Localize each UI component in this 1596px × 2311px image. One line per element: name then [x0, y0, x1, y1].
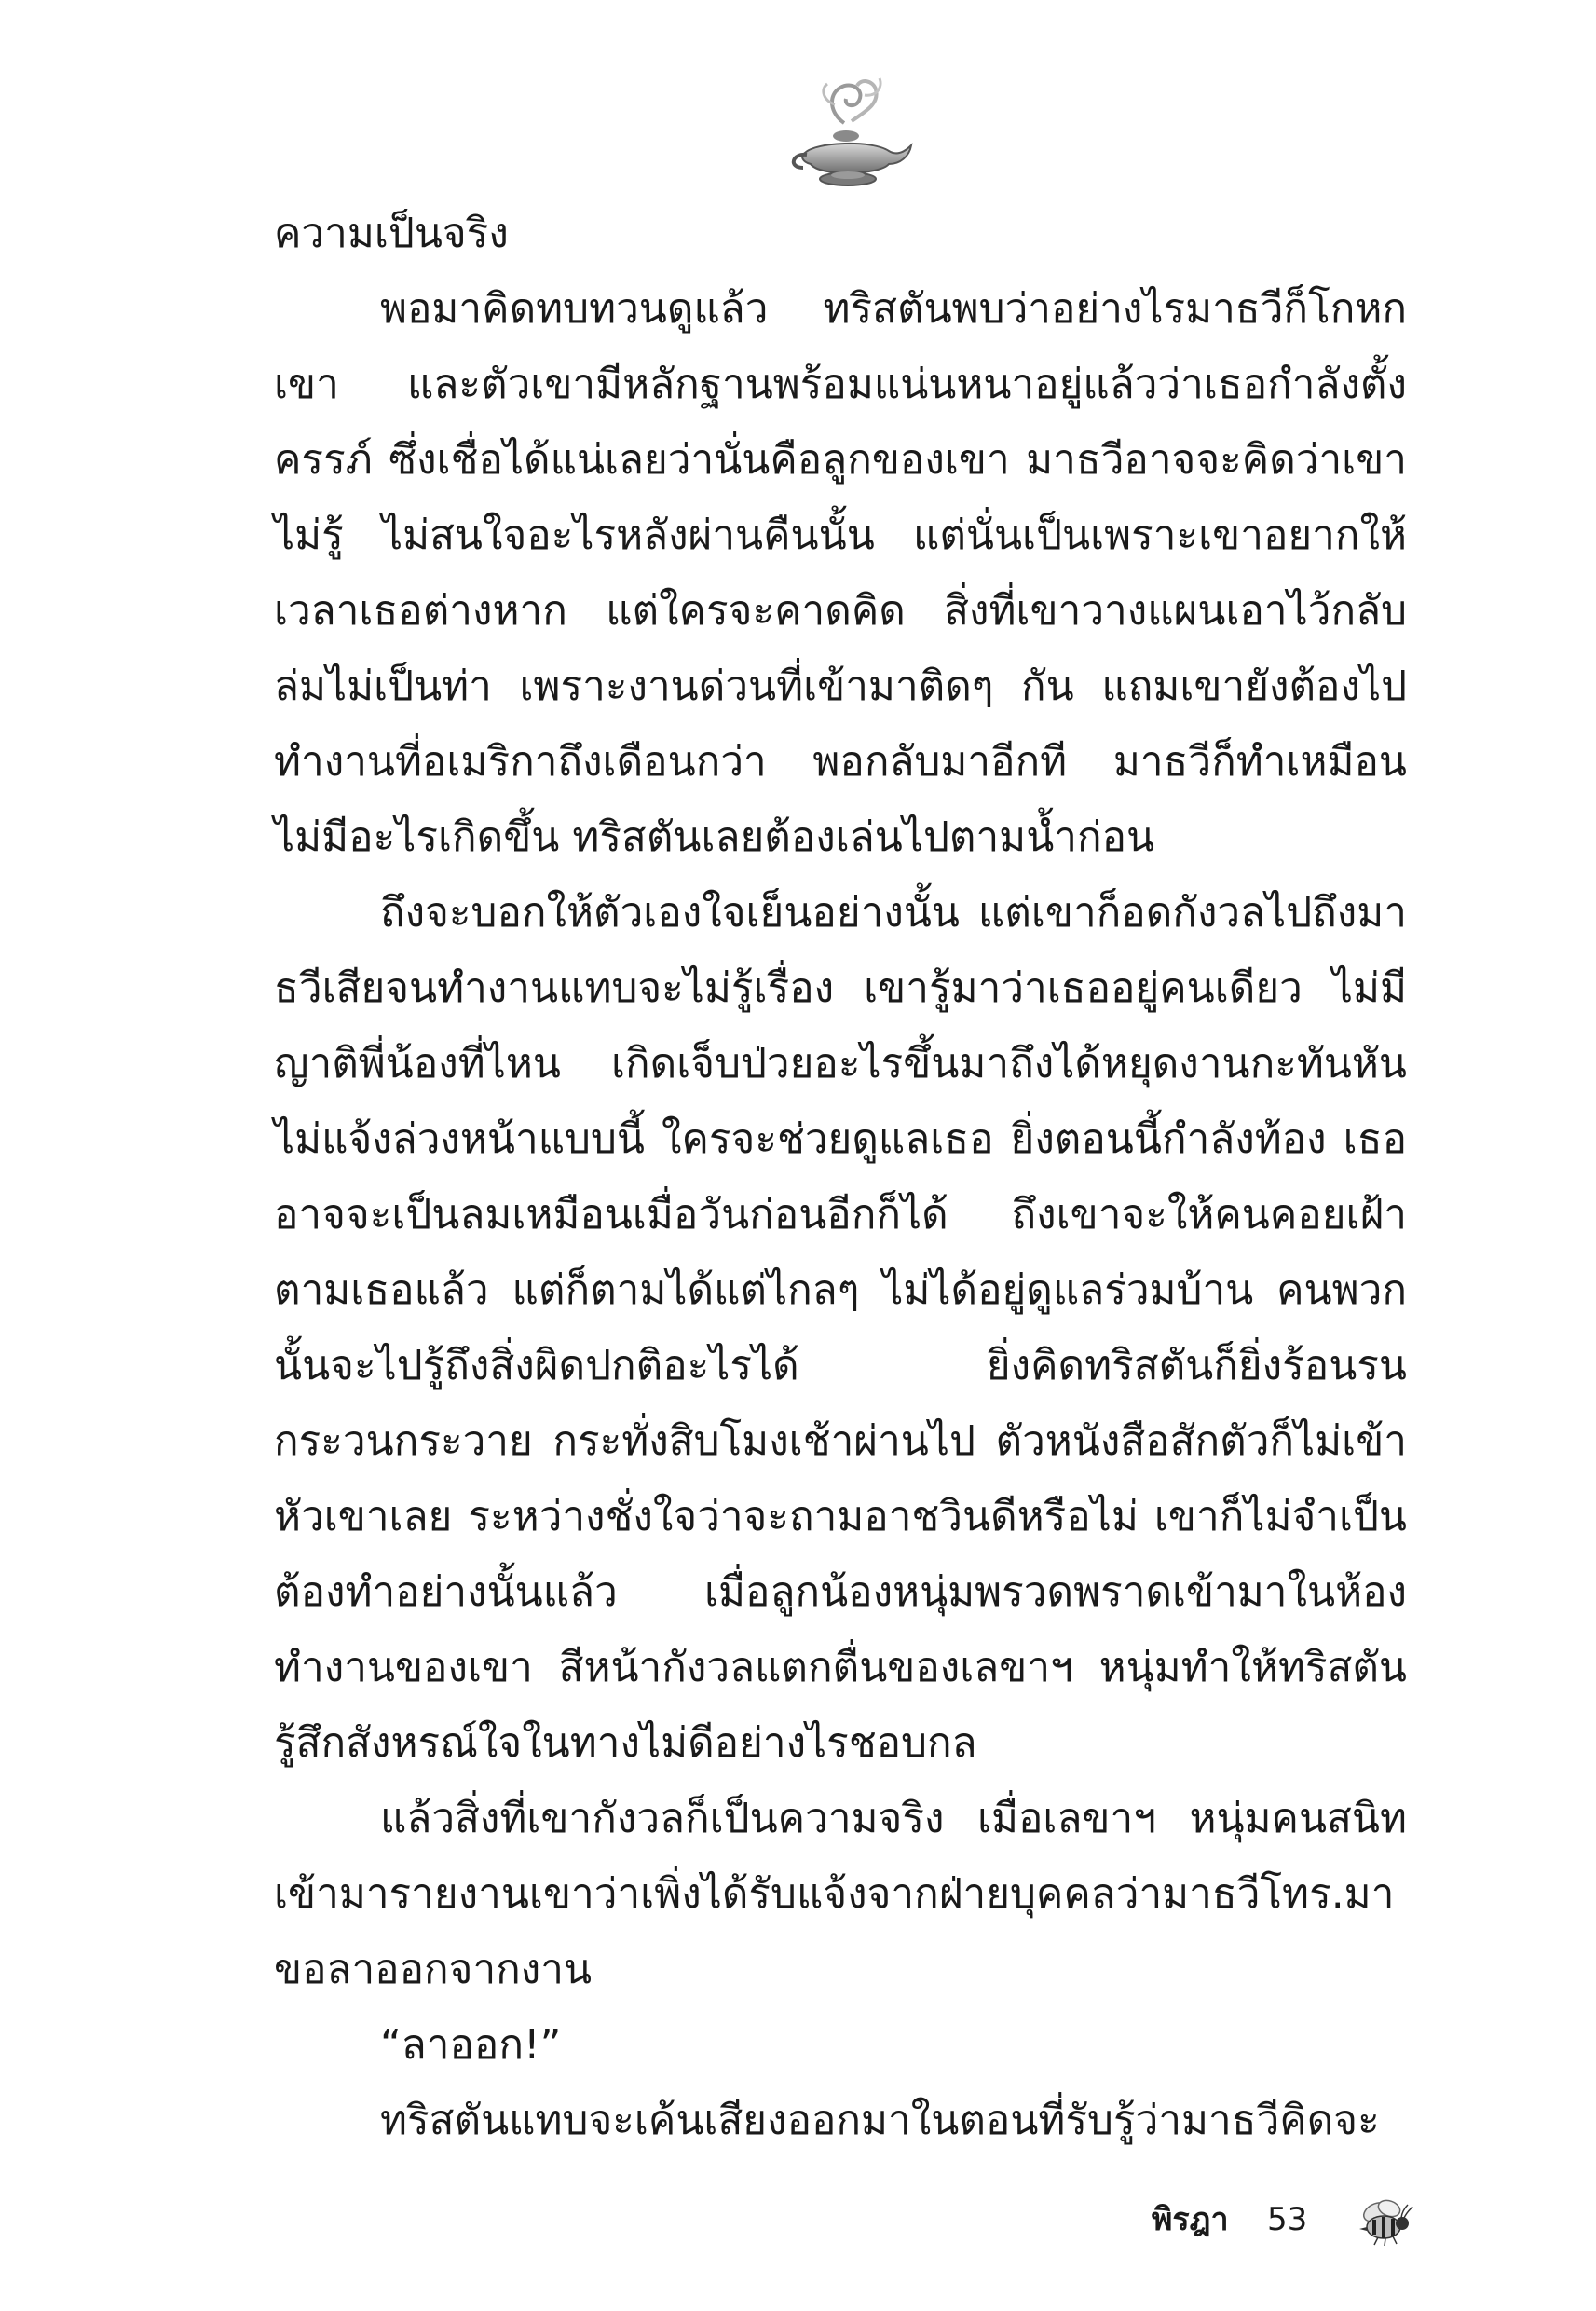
- chapter-body-text: [274, 196, 1407, 2158]
- paragraph: “ลาออก!”: [380, 2021, 562, 2069]
- paragraph: ถึงจะบอกให้ตัวเองใจเย็นอย่างนั้น แต่เขาก็อดกังวลไปถึงมาธวีเสียจนทำงานแทบจะไม่รู้เรื่อง เขารู้มาว่าเธออยู่คนเดียว ไม่มีญาติพี่น้องที่ไหน เกิดเจ็บป่วยอะไรขึ้นมาถึงได้หยุดงานกะทันหันไม่แจ้งล่วงหน้าแบบนี้ ใครจะช่วยดูแลเธอ ยิ่งตอนนี้กำลังท้อง เธออาจจะเป็นลมเหมือนเมื่อวันก่อนอีกก็ได้ ถึงเขาจะให้คนคอยเฝ้าตามเธอแล้ว แต่ก็ตามได้แต่ไกลๆ ไม่ได้อยู่ดูแลร่วมบ้าน คนพวกนั้นจะไปรู้ถึงสิ่งผิดปกติอะไรได้ ยิ่งคิดทริสตันก็ยิ่งร้อนรนกระวนกระวาย กระทั่งสิบโมงเช้าผ่านไป ตัวหนังสือสักตัวก็ไม่เข้าหัวเขาเลย ระหว่างชั่งใจว่าจะถามอาชวินดีหรือไม่ เขาก็ไม่จำเป็นต้องทำอย่างนั้นแล้ว เมื่อลูกน้องหนุ่มพรวดพราดเข้ามาในห้องทำงานของเขา สีหน้ากังวลแตกตื่นของเลขาฯ หนุ่มทำให้ทริสตันรู้สึกสังหรณ์ใจในทางไม่ดีอย่างไรชอบกล: [274, 889, 1407, 1767]
- paragraph: ความเป็นจริง: [274, 210, 509, 257]
- page-number: 53: [1267, 2201, 1308, 2238]
- bee-icon: [1356, 2195, 1413, 2248]
- paragraph: ทริสตันแทบจะเค้นเสียงออกมาในตอนที่รับรู้ว่ามาธวีคิดจะ: [380, 2097, 1380, 2144]
- paragraph: พอมาคิดทบทวนดูแล้ว ทริสตันพบว่าอย่างไรมาธวีก็โกหกเขา และตัวเขามีหลักฐานพร้อมแน่นหนาอยู่แล้วว่าเธอกำลังตั้งครรภ์ ซึ่งเชื่อได้แน่เลยว่านั่นคือลูกของเขา มาธวีอาจจะคิดว่าเขาไม่รู้ ไม่สนใจอะไรหลังผ่านคืนนั้น แต่นั่นเป็นเพราะเขาอยากให้เวลาเธอต่างหาก แต่ใครจะคาดคิด สิ่งที่เขาวางแผนเอาไว้กลับล่มไม่เป็นท่า เพราะงานด่วนที่เข้ามาติดๆ กัน แถมเขายังต้องไปทำงานที่อเมริกาถึงเดือนกว่า พอกลับมาอีกที มาธวีก็ทำเหมือนไม่มีอะไรเกิดขึ้น ทริสตันเลยต้องเล่นไปตามน้ำก่อน: [274, 285, 1407, 861]
- running-footer-title: พิรฎา: [1152, 2201, 1229, 2238]
- page-footer: [0, 2192, 1596, 2266]
- paragraph: แล้วสิ่งที่เขากังวลก็เป็นความจริง เมื่อเลขาฯ หนุ่มคนสนิทเข้ามารายงานเขาว่าเพิ่งได้รับแจ้งจากฝ่ายบุคคลว่ามาธวีโทร.มาขอลาออกจากงาน: [274, 1795, 1407, 1993]
- magic-lamp-icon: [779, 67, 919, 198]
